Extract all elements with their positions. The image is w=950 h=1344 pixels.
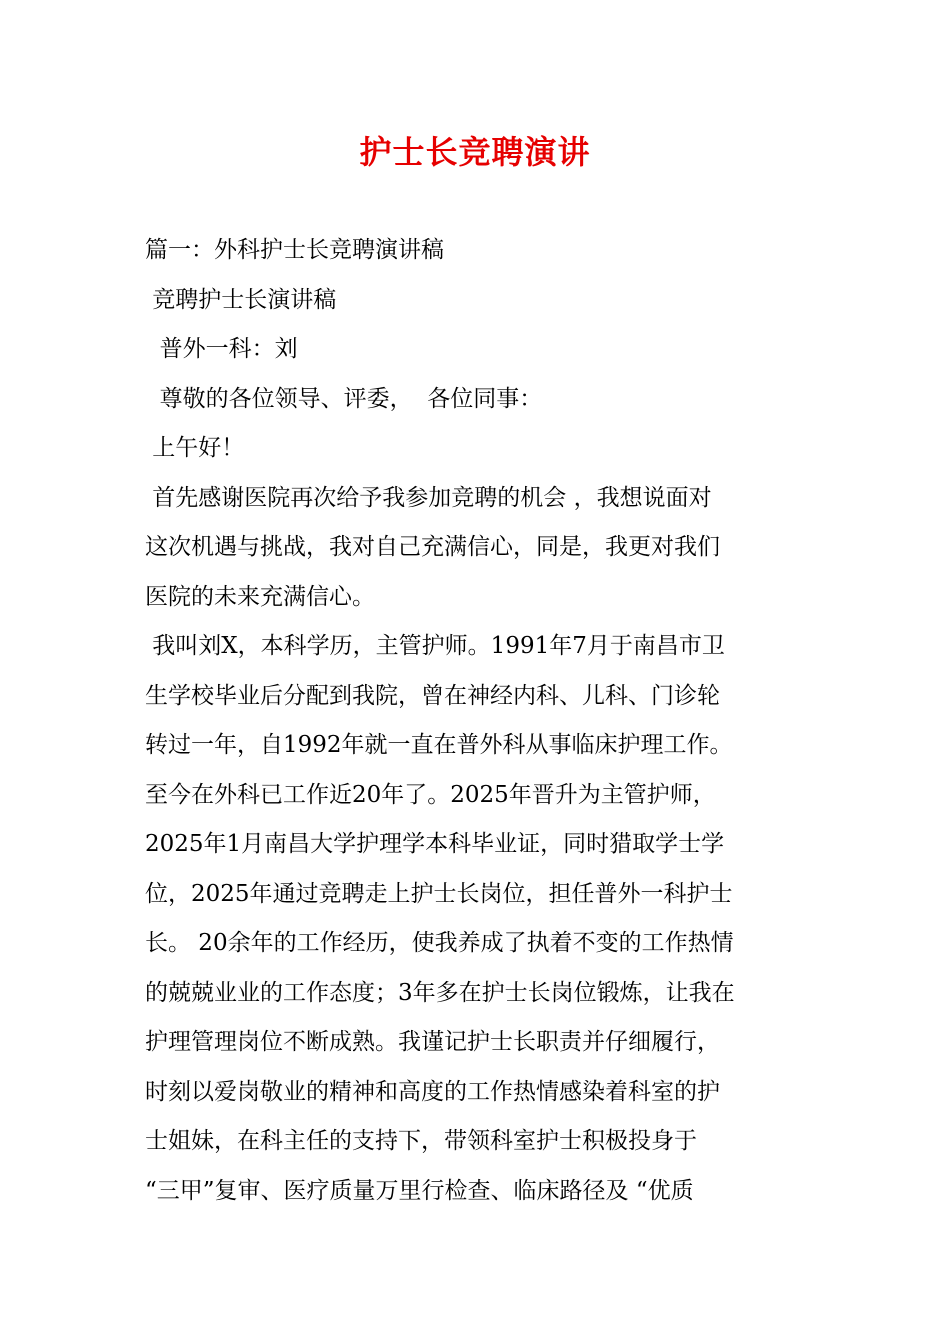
text-line: 至今在外科已工作近20年了。2025年晋升为主管护师， bbox=[145, 781, 716, 808]
text-line: 上午好！ bbox=[145, 435, 245, 461]
text-line: 生学校毕业后分配到我院，曾在神经内科、儿科、门诊轮 bbox=[145, 682, 720, 709]
text-line: 这次机遇与挑战，我对自己充满信心，同是，我更对我们 bbox=[145, 534, 720, 560]
text-line: 的兢兢业业的工作态度；3年多在护士长岗位锻炼，让我在 bbox=[145, 979, 735, 1006]
document-body bbox=[145, 226, 825, 1216]
text-line: 2025年1月南昌大学护理学本科毕业证，同时猎取学士学 bbox=[145, 831, 725, 857]
text-line: 尊敬的各位领导、评委， 各位同事： bbox=[145, 385, 543, 412]
text-line: 普外一科：刘 bbox=[145, 336, 298, 362]
text-line: 首先感谢医院再次给予我参加竞聘的机会 ，我想说面对 bbox=[145, 484, 712, 511]
text-line: 时刻以爱岗敬业的精神和高度的工作热情感染着科室的护 bbox=[145, 1078, 720, 1105]
text-line: “三甲”复审、医疗质量万里行检查、临床路径及 “优质 bbox=[145, 1177, 694, 1204]
text-line: 竞聘护士长演讲稿 bbox=[145, 286, 337, 313]
text-line: 我叫刘X，本科学历，主管护师。1991年7月于南昌市卫 bbox=[145, 633, 725, 659]
text-line: 护理管理岗位不断成熟。我谨记护士长职责并仔细履行， bbox=[145, 1029, 720, 1055]
text-line: 长。 20余年的工作经历，使我养成了执着不变的工作热情 bbox=[145, 930, 734, 956]
text-line: 士姐妹，在科主任的支持下，带领科室护士积极投身于 bbox=[145, 1128, 697, 1154]
document-title: 护士长竞聘演讲 bbox=[359, 133, 591, 171]
text-line: 篇一：外科护士长竞聘演讲稿 bbox=[145, 237, 444, 263]
text-line: 医院的未来充满信心。 bbox=[145, 583, 375, 610]
text-line: 转过一年，自1992年就一直在普外科从事临床护理工作。 bbox=[145, 732, 733, 758]
text-line: 位，2025年通过竞聘走上护士长岗位，担任普外一科护士 bbox=[145, 880, 733, 907]
